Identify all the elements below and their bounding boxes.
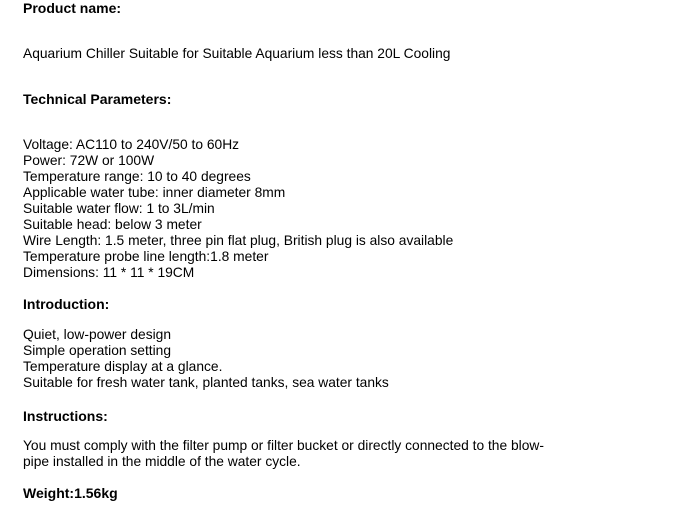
introduction-heading: Introduction:: [23, 296, 110, 312]
instructions-text: [23, 438, 544, 470]
instructions-section: [23, 408, 108, 424]
technical-parameters-heading: Technical Parameters:: [23, 91, 172, 107]
intro-line-quiet: Quiet, low-power design: [23, 327, 172, 342]
spec-head: Suitable head: below 3 meter: [23, 217, 202, 232]
instructions-heading: Instructions:: [23, 408, 108, 424]
intro-line-display: Temperature display at a glance.: [23, 359, 223, 374]
introduction-section: [23, 296, 109, 312]
spec-dimensions: Dimensions: 11 * 11 * 19CM: [23, 265, 195, 280]
product-name-heading: Product name:: [23, 0, 122, 16]
instructions-line-1: You must comply with the filter pump or filter bucket or directly connected to the blow-: [23, 438, 544, 453]
spec-power: Power: 72W or 100W: [23, 153, 155, 168]
spec-temperature-range: Temperature range: 10 to 40 degrees: [23, 169, 251, 184]
weight-label: Weight:1.56kg: [23, 485, 118, 501]
spec-voltage: Voltage: AC110 to 240V/50 to 60Hz: [23, 137, 240, 152]
product-name-value-block: [23, 46, 450, 62]
instructions-line-2: pipe installed in the middle of the water cycle.: [23, 454, 301, 469]
product-name-section: [23, 0, 121, 16]
spec-water-flow: Suitable water flow: 1 to 3L/min: [23, 201, 215, 216]
product-name-value: Aquarium Chiller Suitable for Suitable Aquarium less than 20L Cooling: [23, 46, 451, 61]
spec-probe-line-length: Temperature probe line length:1.8 meter: [23, 249, 269, 264]
introduction-list: [23, 327, 389, 391]
intro-line-suitable: Suitable for fresh water tank, planted tanks, sea water tanks: [23, 375, 389, 390]
weight-section: [23, 485, 118, 501]
intro-line-operation: Simple operation setting: [23, 343, 172, 358]
technical-parameters-list: [23, 137, 453, 281]
spec-wire-length: Wire Length: 1.5 meter, three pin flat plug, British plug is also available: [23, 233, 454, 248]
technical-parameters-section: [23, 91, 171, 107]
spec-water-tube: Applicable water tube: inner diameter 8mm: [23, 185, 286, 200]
